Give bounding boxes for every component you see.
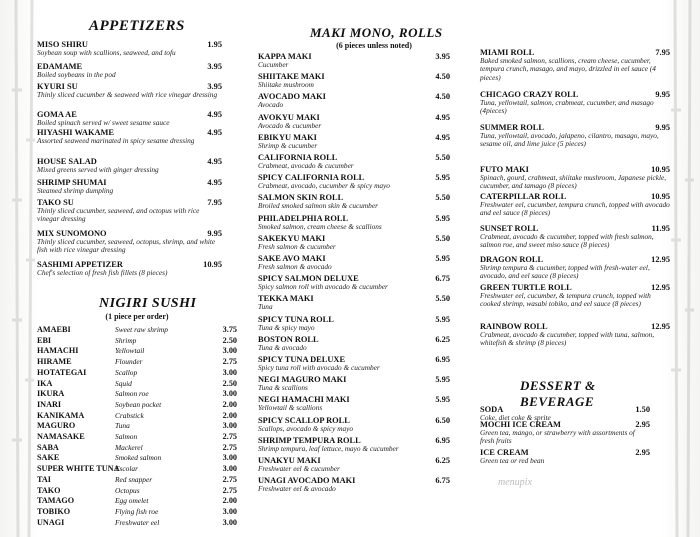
menu-item-price: 4.95 — [207, 157, 222, 166]
nigiri-item — [37, 421, 237, 430]
menu-item-description: Thinly sliced cucumber, seaweed, and octopus with rice vinegar dressing — [37, 206, 200, 224]
menu-item-price: 7.95 — [655, 48, 670, 57]
menu-item-name: SAKE AVO MAKI — [258, 254, 326, 263]
menu-item-description: Assorted seaweed marinated in spicy sesame dressing — [37, 136, 195, 145]
menu-item-name: PHILADELPHIA ROLL — [258, 213, 349, 223]
menu-item-description: Thinly sliced cucumber & seaweed with rice vinegar dressing — [37, 90, 218, 99]
menu-item-description: Freshwater eel & avocado — [258, 484, 336, 494]
nigiri-item-name: AMAEBI — [37, 325, 71, 334]
menu-item — [258, 375, 450, 392]
menu-item-name: CALIFORNIA ROLL — [258, 153, 338, 162]
nigiri-title: NIGIRI SUSHI — [99, 296, 197, 311]
menu-item — [37, 62, 222, 79]
menu-item-price: 12.95 — [651, 283, 670, 292]
nigiri-item-price: 3.00 — [222, 517, 237, 527]
menu-item-name: UNAKYU MAKI — [258, 456, 321, 465]
nigiri-item-desc: Yellowtail — [115, 346, 145, 356]
nigiri-item-desc: Smoked salmon — [115, 453, 162, 463]
nigiri-item-desc: Flying fish roe — [115, 506, 159, 516]
menu-item-name: TEKKA MAKI — [258, 294, 314, 304]
menu-item — [480, 322, 670, 348]
menu-item-description: Steamed shrimp dumpling — [37, 186, 114, 195]
menu-item-price: 5.50 — [435, 153, 450, 162]
nigiri-item-name: SAKE — [37, 453, 60, 463]
menu-item-description: Spinach, gourd, crabmeat, shiitake mushroom, Japanese pickle, cucumber, and tamago (8 pieces) — [480, 173, 667, 191]
menu-item — [480, 448, 650, 465]
nigiri-item-price: 3.00 — [222, 453, 237, 463]
nigiri-item — [37, 336, 237, 345]
menu-item-price: 1.95 — [207, 40, 222, 49]
nigiri-item-desc: Flounder — [115, 357, 143, 367]
menu-item-name: KAPPA MAKI — [258, 52, 312, 61]
nigiri-item — [37, 496, 237, 505]
menu-item — [258, 315, 450, 332]
menu-item-description: Green tea, mango, or strawberry with assortments of fresh fruits — [480, 428, 635, 446]
menu-item — [37, 229, 222, 255]
menu-item-price: 5.95 — [435, 395, 450, 405]
menu-item — [480, 123, 670, 149]
menu-item — [258, 355, 450, 372]
menu-item-name: BOSTON ROLL — [258, 334, 319, 344]
nigiri-item-name: EBI — [37, 335, 52, 345]
menu-item-price: 5.95 — [435, 173, 450, 183]
menu-item-name: HIYASHI WAKAME — [37, 128, 115, 137]
menu-item-description: Tuna & scallions — [258, 383, 308, 393]
menu-item-name: FUTO MAKI — [480, 165, 529, 174]
menu-item — [258, 395, 450, 412]
nigiri-item-desc: Mackerel — [115, 442, 143, 452]
menu-item-name: AVOKYU MAKI — [258, 112, 320, 122]
menu-item-description: Tuna & spicy mayo — [258, 322, 315, 332]
nigiri-item-desc: Freshwater eel — [115, 517, 160, 527]
watermark: menupix — [498, 477, 532, 488]
menu-item-description: Boiled spinach served w/ sweet sesame sauce — [37, 118, 170, 127]
menu-item-name: SAKEKYU MAKI — [258, 233, 326, 243]
menu-item-name: CATERPILLAR ROLL — [480, 192, 567, 201]
nigiri-item — [37, 357, 237, 366]
menu-item-description: Tuna & avocado — [258, 342, 307, 352]
nigiri-item-name: NAMASAKE — [37, 432, 85, 441]
menu-item-description: Fresh salmon & cucumber — [258, 241, 336, 251]
menu-item-price: 7.95 — [207, 198, 222, 207]
menu-item-price: 4.50 — [435, 92, 450, 102]
menu-item-price: 10.95 — [203, 260, 222, 269]
nigiri-item-name: MAGURO — [37, 421, 76, 431]
menu-item-name: AVOCADO MAKI — [258, 92, 326, 102]
menu-item-name: EBIKYU MAKI — [258, 132, 317, 142]
menu-item-name: SHRIMP SHUMAI — [37, 178, 107, 187]
menu-item-price: 5.50 — [435, 193, 450, 203]
nigiri-item — [37, 325, 237, 334]
menu-item — [480, 90, 670, 116]
nigiri-item-desc: Squid — [115, 378, 132, 388]
nigiri-item-price: 3.00 — [222, 367, 237, 377]
nigiri-item-desc: Octopus — [115, 485, 140, 495]
menu-item — [37, 260, 222, 277]
menu-item — [258, 274, 450, 291]
menu-item — [37, 198, 222, 224]
nigiri-item-desc: Scallop — [115, 367, 138, 377]
menu-item-description: Yellowtail & scallions — [258, 403, 323, 413]
nigiri-item-desc: Egg omelet — [115, 496, 149, 506]
nigiri-item-desc: Sweet raw shrimp — [115, 325, 168, 334]
nigiri-item-name: IKURA — [37, 389, 65, 399]
nigiri-item-desc: Escolar — [115, 464, 138, 474]
menu-item — [480, 224, 670, 250]
menu-item-name: MIX SUNOMONO — [37, 229, 107, 238]
menu-item — [258, 173, 450, 190]
menu-item-price: 4.95 — [207, 110, 222, 119]
menu-item-description: Freshwater eel & cucumber — [258, 464, 340, 473]
menu-item — [258, 113, 450, 130]
menu-item-name: SALMON SKIN ROLL — [258, 193, 344, 203]
menu-item — [258, 416, 450, 433]
menu-item-name: SHRIMP TEMPURA ROLL — [258, 435, 361, 445]
menu-item-price: 1.50 — [635, 405, 650, 414]
nigiri-item-name: TAKO — [37, 485, 61, 495]
menu-item-description: Fresh salmon & avocado — [258, 262, 332, 271]
menu-item-price: 5.95 — [435, 314, 450, 324]
menu-item-description: Avocado & cucumber — [258, 120, 322, 130]
menu-item-description: Mixed greens served with ginger dressing — [37, 165, 159, 174]
menu-item-price: 3.95 — [435, 52, 450, 61]
menu-item-price: 6.75 — [435, 476, 450, 486]
menu-item-name: SASHIMI APPETIZER — [37, 260, 123, 269]
menu-item-description: Crabmeat, avocado & cucumber, topped with fresh salmon, salmon roe, and sweet miso sauce (8 pieces) — [480, 232, 654, 250]
menu-item-price: 9.95 — [207, 229, 222, 238]
nigiri-item-desc: Crabstick — [115, 410, 144, 420]
menu-item-price: 5.95 — [435, 254, 450, 263]
nigiri-item-price: 3.00 — [222, 346, 237, 356]
menu-item-price: 6.25 — [435, 334, 450, 344]
nigiri-item — [37, 518, 237, 527]
nigiri-item — [37, 475, 237, 484]
menu-item — [480, 283, 670, 309]
nigiri-item-desc: Red snapper — [115, 474, 153, 484]
nigiri-item-name: HOTATEGAI — [37, 367, 87, 377]
menu-item — [37, 82, 222, 99]
menu-item — [480, 255, 670, 281]
maki-subtitle: (6 pieces unless noted) — [336, 41, 412, 50]
menu-item-name: GOMA AE — [37, 110, 77, 119]
menu-item-name: SUNSET ROLL — [480, 224, 539, 233]
menu-item — [37, 178, 222, 195]
menu-item — [258, 234, 450, 251]
menu-item-name: KYURI SU — [37, 82, 78, 91]
menu-item-price: 10.95 — [651, 165, 670, 174]
menu-item — [37, 128, 222, 145]
nigiri-item-price: 2.50 — [222, 335, 237, 345]
menu-item-price: 3.95 — [207, 82, 222, 91]
nigiri-item-name: HAMACHI — [37, 346, 79, 356]
dessert-title: DESSERT & BEVERAGE — [520, 378, 596, 409]
menu-item-name: SPICY TUNA ROLL — [258, 314, 334, 324]
menu-item — [258, 153, 450, 170]
menu-item — [258, 335, 450, 352]
nigiri-item-name: TOBIKO — [37, 506, 71, 516]
menu-item-price: 5.50 — [435, 233, 450, 243]
menu-item-price: 5.95 — [435, 213, 450, 223]
menu-item-description: Scallops, avocado & spicy mayo — [258, 423, 354, 433]
menu-item-description: Shrimp tempura & cucumber, topped with fresh-water eel, avocado, and eel sauce (8 pieces) — [480, 263, 650, 281]
menu-item-price: 3.95 — [207, 62, 222, 71]
menu-item-description: Thinly sliced cucumber, seaweed, octopus, shrimp, and white fish with rice vinegar dressing — [37, 237, 216, 255]
menu-item-description: Shrimp & cucumber — [258, 140, 318, 150]
menu-item-description: Freshwater eel, cucumber, tempura crunch, topped with avocado and eel sauce (8 pieces) — [480, 200, 670, 218]
menu-item-price: 6.75 — [435, 274, 450, 284]
menu-item-name: HOUSE SALAD — [37, 157, 97, 166]
menu-item-price: 6.25 — [435, 456, 450, 465]
menu-item-price: 5.50 — [435, 294, 450, 304]
menu-item — [37, 110, 222, 127]
menu-item-name: ICE CREAM — [480, 448, 529, 457]
nigiri-item — [37, 486, 237, 495]
menu-item-name: DRAGON ROLL — [480, 255, 544, 264]
menu-item-price: 9.95 — [655, 90, 670, 99]
appetizers-title: APPETIZERS — [89, 18, 185, 34]
menu-item-description: Green tea or red bean — [480, 456, 545, 465]
menu-item-name: SPICY TUNA DELUXE — [258, 355, 346, 364]
menu-item — [258, 214, 450, 231]
menu-item-name: MOCHI ICE CREAM — [480, 420, 561, 429]
menu-item-description: Chef's selection of fresh fish fillets (8 pieces) — [37, 268, 168, 277]
nigiri-item — [37, 453, 237, 462]
nigiri-item-price: 2.75 — [222, 485, 237, 495]
nigiri-item — [37, 507, 237, 516]
nigiri-item-name: IKA — [37, 378, 53, 388]
menu-item-name: MISO SHIRU — [37, 40, 88, 49]
menu-item-price: 2.95 — [635, 448, 650, 457]
nigiri-item-desc: Salmon — [115, 432, 138, 441]
menu-item — [258, 254, 450, 271]
menu-item-name: UNAGI AVOCADO MAKI — [258, 476, 356, 486]
nigiri-item — [37, 400, 237, 409]
menu-item-description: Cucumber — [258, 60, 289, 69]
nigiri-item-desc: Soybean pocket — [115, 399, 162, 409]
menu-item-price: 6.95 — [435, 435, 450, 445]
menu-item-name: SUMMER ROLL — [480, 123, 544, 132]
nigiri-item-price: 3.00 — [222, 506, 237, 516]
menu-item-description: Spicy tuna roll with avocado & cucumber — [258, 363, 380, 372]
menu-item — [480, 420, 650, 446]
menu-item-description: Boiled soybeans in the pod — [37, 70, 116, 79]
menu-item-price: 12.95 — [651, 322, 670, 331]
nigiri-item-price: 2.75 — [222, 442, 237, 452]
menu-item-name: SPICY CALIFORNIA ROLL — [258, 173, 365, 183]
nigiri-item-name: TAMAGO — [37, 496, 75, 506]
menu-item — [258, 92, 450, 109]
menu-item-description: Tuna, yellowtail, salmon, crabmeat, cucumber, and masago (4pieces) — [480, 98, 654, 116]
nigiri-subtitle: (1 piece per order) — [105, 312, 169, 321]
menu-item — [258, 294, 450, 311]
nigiri-item-price: 3.00 — [222, 389, 237, 399]
nigiri-item-price: 2.50 — [222, 378, 237, 388]
menu-item-description: Crabmeat, avocado & cucumber, topped with tuna, salmon, whitefish & shrimp (8 pieces) — [480, 330, 655, 348]
menu-item-price: 5.95 — [435, 375, 450, 385]
nigiri-item — [37, 368, 237, 377]
menu-item-description: Baked smoked salmon, scallions, cream cheese, cucumber, tempura crunch, masago, and mayo, drizzled in eel sauce (4 pieces) — [480, 56, 656, 82]
menu-item-description: Coke, diet coke & sprite — [480, 413, 551, 422]
menu-item-description: Spicy salmon roll with avocado & cucumber — [258, 282, 388, 292]
menu-item — [37, 40, 222, 57]
nigiri-item-name: KANIKAMA — [37, 410, 85, 420]
menu-item — [258, 193, 450, 210]
menu-item-price: 11.95 — [651, 224, 670, 233]
nigiri-item-desc: Salmon roe — [115, 389, 149, 399]
menu-item — [258, 476, 450, 493]
menu-item-price: 4.95 — [207, 128, 222, 137]
menu-item-description: Shiitake mushroom — [258, 80, 314, 90]
menu-item-price: 4.95 — [435, 132, 450, 142]
menu-item-description: Shrimp tempura, leaf lettuce, mayo & cucumber — [258, 443, 399, 453]
menu-item-description: Soybean soup with scallions, seaweed, and tofu — [37, 48, 176, 57]
nigiri-item-name: UNAGI — [37, 517, 65, 527]
nigiri-item-price: 2.00 — [222, 399, 237, 409]
menu-item-name: CHICAGO CRAZY ROLL — [480, 90, 579, 99]
menu-item-row — [258, 294, 450, 303]
menu-item — [258, 72, 450, 89]
menu-item-price: 4.95 — [207, 178, 222, 187]
menu-item-name: SHIITAKE MAKI — [258, 72, 325, 82]
menu-item-name: NEGI MAGURO MAKI — [258, 375, 347, 385]
menu-item-name: NEGI HAMACHI MAKI — [258, 395, 350, 405]
nigiri-item-price: 3.00 — [222, 421, 237, 431]
menu-item-price: 10.95 — [651, 192, 670, 201]
nigiri-item-name: INARI — [37, 399, 62, 409]
menu-item-name: EDAMAME — [37, 62, 83, 71]
menu-item-price: 6.50 — [435, 415, 450, 425]
nigiri-item-desc: Shrimp — [115, 335, 137, 345]
nigiri-item — [37, 346, 237, 355]
nigiri-item-price: 2.00 — [222, 496, 237, 506]
nigiri-item-price: 2.00 — [222, 410, 237, 420]
nigiri-item — [37, 411, 237, 420]
menu-item — [480, 192, 670, 218]
menu-item-description: Broiled smoked salmon skin & cucumber — [258, 201, 378, 211]
menu-item-price: 4.95 — [435, 112, 450, 122]
menu-item-description: Avocado — [258, 100, 284, 110]
menu-item — [258, 436, 450, 453]
menu-item-name: TAKO SU — [37, 198, 74, 207]
menu-item-price: 12.95 — [651, 255, 670, 264]
maki-title: MAKI MONO, ROLLS — [310, 25, 443, 40]
menu-item-price: 9.95 — [655, 123, 670, 132]
menu-item-row — [258, 92, 450, 101]
menu-item-description: Tuna, yellowtail, avocado, jalapeno, cilantro, masago, mayo, sesame oil, and lime juice (5 pieces) — [480, 131, 659, 149]
menu-item-name: SPICY SCALLOP ROLL — [258, 415, 350, 425]
menu-item-description: Crabmeat, avocado & cucumber — [258, 161, 354, 170]
nigiri-item — [37, 432, 237, 441]
nigiri-item — [37, 443, 237, 452]
menu-item — [480, 165, 670, 191]
nigiri-item-price: 2.75 — [222, 474, 237, 484]
menu-item — [480, 48, 670, 82]
menu-item-description: Crabmeat, avocado, cucumber & spicy mayo — [258, 181, 390, 191]
nigiri-item-price: 3.75 — [222, 325, 237, 334]
nigiri-item-price: 2.75 — [222, 357, 237, 367]
menu-item-price: 6.95 — [435, 355, 450, 364]
nigiri-item-price: 2.75 — [222, 432, 237, 441]
nigiri-item — [37, 464, 237, 473]
menu-item-name: SODA — [480, 405, 504, 414]
menu-item-name: SPICY SALMON DELUXE — [258, 274, 359, 284]
nigiri-item-name: SUPER WHITE TUNA — [37, 464, 120, 474]
menu-item — [258, 456, 450, 473]
menu-item-description: Smoked salmon, cream cheese & scallions — [258, 221, 382, 231]
nigiri-item — [37, 389, 237, 398]
menu-item-price: 4.50 — [435, 72, 450, 82]
nigiri-item-desc: Tuna — [115, 421, 130, 431]
nigiri-item — [37, 379, 237, 388]
menu-item — [37, 157, 222, 174]
nigiri-item-name: HIRAME — [37, 357, 72, 367]
menu-item-description: Freshwater eel, cucumber, & tempura crunch, topped with cooked shrimp, wasabi tobiko, and eel sauce (8 pieces) — [480, 291, 651, 309]
menu-item-price: 2.95 — [635, 420, 650, 429]
nigiri-item-price: 3.00 — [222, 464, 237, 474]
nigiri-item-name: SABA — [37, 442, 59, 452]
menu-item-name: GREEN TURTLE ROLL — [480, 283, 572, 292]
menu-item — [258, 52, 450, 69]
menu-item-name: MIAMI ROLL — [480, 48, 535, 57]
menu-item-description: Tuna — [258, 302, 273, 312]
menu-item — [258, 133, 450, 150]
nigiri-item-name: TAI — [37, 474, 51, 484]
menu-item-name: RAINBOW ROLL — [480, 322, 548, 331]
